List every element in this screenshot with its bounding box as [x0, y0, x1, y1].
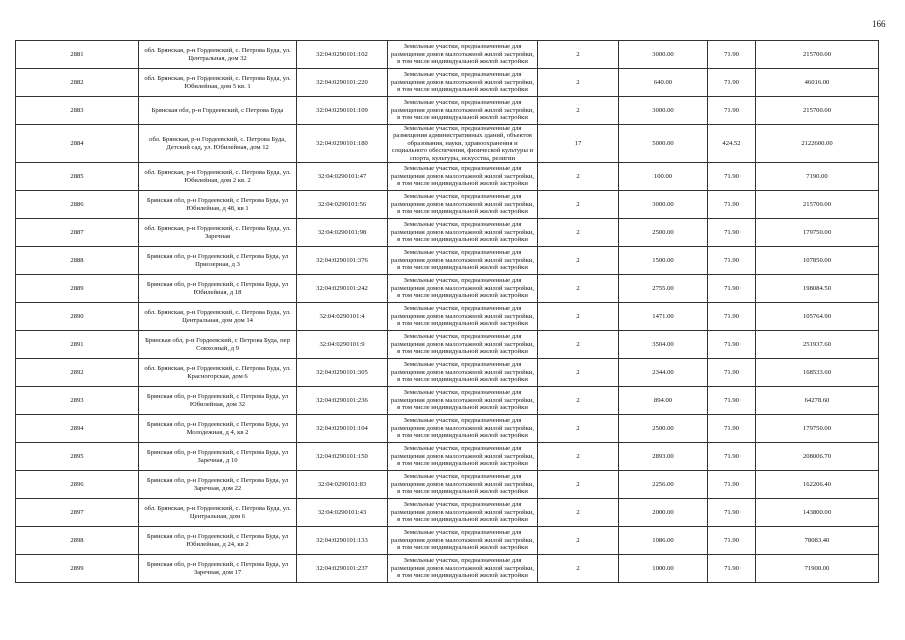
group-number-cell: 2 — [538, 69, 619, 97]
table-row — [16, 275, 879, 303]
cadastral-number-cell: 32:04:0290101:180 — [297, 125, 388, 163]
area-cell: 1000.00 — [619, 555, 708, 583]
cadastral-value-cell: 143800.00 — [756, 499, 879, 527]
row-number-cell: 2892 — [16, 359, 139, 387]
address-cell: Брянская обл, р-н Гордеевский, с Петрова Буда — [139, 97, 297, 125]
table-row — [16, 191, 879, 219]
cadastral-number-cell: 32:04:0290101:376 — [297, 247, 388, 275]
row-number-cell: 2891 — [16, 331, 139, 359]
row-number-cell: 2896 — [16, 471, 139, 499]
land-use-cell: Земельные участки, предназначенные для размещения домов малоэтажной жилой застройки, в том числе индивидуальной жилой застройки — [388, 415, 538, 443]
land-use-cell: Земельные участки, предназначенные для размещения административных зданий, объектов образования, науки, здравоохранения и социального обеспечения, физической культуры и спорта, культуры, искусства, религии — [388, 125, 538, 163]
area-cell: 2344.00 — [619, 359, 708, 387]
row-number-cell: 2882 — [16, 69, 139, 97]
area-cell: 1500.00 — [619, 247, 708, 275]
specific-value-cell: 71.90 — [708, 499, 756, 527]
row-number-cell: 2885 — [16, 163, 139, 191]
table-row — [16, 499, 879, 527]
cadastral-number-cell: 32:04:0290101:109 — [297, 97, 388, 125]
area-cell: 5000.00 — [619, 125, 708, 163]
cadastral-value-cell: 215700.00 — [756, 41, 879, 69]
land-use-cell: Земельные участки, предназначенные для размещения домов малоэтажной жилой застройки, в том числе индивидуальной жилой застройки — [388, 219, 538, 247]
row-number-cell: 2894 — [16, 415, 139, 443]
specific-value-cell: 71.90 — [708, 415, 756, 443]
specific-value-cell: 71.90 — [708, 555, 756, 583]
cadastral-value-cell: 162206.40 — [756, 471, 879, 499]
row-number-cell: 2883 — [16, 97, 139, 125]
group-number-cell: 2 — [538, 499, 619, 527]
address-cell: Брянская обл, р-н Гордеевский, с Петрова Буда, ул Заречная, дом 22 — [139, 471, 297, 499]
cadastral-number-cell: 32:04:0290101:83 — [297, 471, 388, 499]
address-cell: обл. Брянская, р-н Гордеевский, с. Петрова Буда, ул. Юбилейная, дом 2 кв. 2 — [139, 163, 297, 191]
cadastral-number-cell: 32:04:0290101:242 — [297, 275, 388, 303]
specific-value-cell: 71.90 — [708, 303, 756, 331]
specific-value-cell: 71.90 — [708, 247, 756, 275]
address-cell: Брянская обл, р-н Гордеевский, с Петрова Буда, ул Юбилейная, д 24, кв 2 — [139, 527, 297, 555]
land-use-cell: Земельные участки, предназначенные для размещения домов малоэтажной жилой застройки, в том числе индивидуальной жилой застройки — [388, 303, 538, 331]
address-cell: обл. Брянская, р-н Гордеевский, с. Петрова Буда, ул. Заречная — [139, 219, 297, 247]
cadastral-value-cell: 198084.50 — [756, 275, 879, 303]
cadastral-number-cell: 32:04:0290101:102 — [297, 41, 388, 69]
cadastral-number-cell: 32:04:0290101:236 — [297, 387, 388, 415]
group-number-cell: 2 — [538, 387, 619, 415]
row-number-cell: 2893 — [16, 387, 139, 415]
group-number-cell: 2 — [538, 331, 619, 359]
table-body — [16, 41, 879, 583]
land-registry-table — [15, 40, 879, 583]
cadastral-value-cell: 78083.40 — [756, 527, 879, 555]
group-number-cell: 2 — [538, 443, 619, 471]
cadastral-value-cell: 64278.60 — [756, 387, 879, 415]
table-row — [16, 415, 879, 443]
land-use-cell: Земельные участки, предназначенные для размещения домов малоэтажной жилой застройки, в том числе индивидуальной жилой застройки — [388, 191, 538, 219]
land-use-cell: Земельные участки, предназначенные для размещения домов малоэтажной жилой застройки, в том числе индивидуальной жилой застройки — [388, 275, 538, 303]
area-cell: 3000.00 — [619, 97, 708, 125]
land-use-cell: Земельные участки, предназначенные для размещения домов малоэтажной жилой застройки, в том числе индивидуальной жилой застройки — [388, 359, 538, 387]
specific-value-cell: 71.90 — [708, 387, 756, 415]
specific-value-cell: 71.90 — [708, 359, 756, 387]
address-cell: Брянская обл, р-н Гордеевский, с Петрова Буда, пер Совхозный, д 9 — [139, 331, 297, 359]
row-number-cell: 2886 — [16, 191, 139, 219]
table-row — [16, 471, 879, 499]
area-cell: 1471.00 — [619, 303, 708, 331]
specific-value-cell: 71.90 — [708, 41, 756, 69]
cadastral-value-cell: 71900.00 — [756, 555, 879, 583]
specific-value-cell: 71.90 — [708, 219, 756, 247]
table-row — [16, 555, 879, 583]
group-number-cell: 2 — [538, 247, 619, 275]
cadastral-number-cell: 32:04:0290101:43 — [297, 499, 388, 527]
row-number-cell: 2890 — [16, 303, 139, 331]
cadastral-number-cell: 32:04:0290101:47 — [297, 163, 388, 191]
area-cell: 3000.00 — [619, 191, 708, 219]
cadastral-value-cell: 179750.00 — [756, 219, 879, 247]
area-cell: 640.00 — [619, 69, 708, 97]
land-use-cell: Земельные участки, предназначенные для размещения домов малоэтажной жилой застройки, в том числе индивидуальной жилой застройки — [388, 97, 538, 125]
table-row — [16, 527, 879, 555]
table-row — [16, 69, 879, 97]
cadastral-value-cell: 215700.00 — [756, 97, 879, 125]
specific-value-cell: 71.90 — [708, 471, 756, 499]
address-cell: Брянская обл, р-н Гордеевский, с Петрова Буда, ул Заречная, дом 17 — [139, 555, 297, 583]
group-number-cell: 2 — [538, 97, 619, 125]
table-row — [16, 303, 879, 331]
cadastral-value-cell: 46016.00 — [756, 69, 879, 97]
table-row — [16, 219, 879, 247]
land-use-cell: Земельные участки, предназначенные для размещения домов малоэтажной жилой застройки, в том числе индивидуальной жилой застройки — [388, 555, 538, 583]
cadastral-value-cell: 215700.00 — [756, 191, 879, 219]
group-number-cell: 2 — [538, 275, 619, 303]
table-row — [16, 125, 879, 163]
address-cell: обл. Брянская, р-н Гордеевский, с. Петрова Буда, Детский сад, ул. Юбилейная, дом 12 — [139, 125, 297, 163]
cadastral-value-cell: 2122600.00 — [756, 125, 879, 163]
specific-value-cell: 71.90 — [708, 331, 756, 359]
area-cell: 3000.00 — [619, 41, 708, 69]
cadastral-number-cell: 32:04:0290101:56 — [297, 191, 388, 219]
row-number-cell: 2898 — [16, 527, 139, 555]
cadastral-number-cell: 32:04:0290101:150 — [297, 443, 388, 471]
specific-value-cell: 71.90 — [708, 69, 756, 97]
cadastral-number-cell: 32:04:0290101:98 — [297, 219, 388, 247]
cadastral-number-cell: 32:04:0290101:220 — [297, 69, 388, 97]
table-row — [16, 359, 879, 387]
address-cell: обл. Брянская, р-н Гордеевский, с. Петрова Буда, ул. Центральная, дом дом 14 — [139, 303, 297, 331]
address-cell: обл. Брянская, р-н Гордеевский, с. Петрова Буда, ул. Центральная, дом 32 — [139, 41, 297, 69]
table-row — [16, 387, 879, 415]
group-number-cell: 2 — [538, 555, 619, 583]
specific-value-cell: 71.90 — [708, 527, 756, 555]
area-cell: 2500.00 — [619, 219, 708, 247]
table-row — [16, 163, 879, 191]
cadastral-value-cell: 168533.60 — [756, 359, 879, 387]
specific-value-cell: 71.90 — [708, 443, 756, 471]
land-use-cell: Земельные участки, предназначенные для размещения домов малоэтажной жилой застройки, в том числе индивидуальной жилой застройки — [388, 471, 538, 499]
area-cell: 2893.00 — [619, 443, 708, 471]
area-cell: 3504.00 — [619, 331, 708, 359]
address-cell: Брянская обл, р-н Гордеевский, с Петрова Буда, ул Приозерная, д 3 — [139, 247, 297, 275]
area-cell: 2500.00 — [619, 415, 708, 443]
cadastral-number-cell: 32:04:0290101:104 — [297, 415, 388, 443]
land-use-cell: Земельные участки, предназначенные для размещения домов малоэтажной жилой застройки, в том числе индивидуальной жилой застройки — [388, 163, 538, 191]
land-use-cell: Земельные участки, предназначенные для размещения домов малоэтажной жилой застройки, в том числе индивидуальной жилой застройки — [388, 247, 538, 275]
cadastral-value-cell: 208006.70 — [756, 443, 879, 471]
cadastral-number-cell: 32:04:0290101:305 — [297, 359, 388, 387]
group-number-cell: 2 — [538, 527, 619, 555]
address-cell: Брянская обл, р-н Гордеевский, с Петрова Буда, ул Юбилейная, дом 32 — [139, 387, 297, 415]
cadastral-number-cell: 32:04:0290101:133 — [297, 527, 388, 555]
specific-value-cell: 71.90 — [708, 163, 756, 191]
cadastral-number-cell: 32:04:0290101:237 — [297, 555, 388, 583]
page-number: 166 — [872, 19, 886, 29]
row-number-cell: 2889 — [16, 275, 139, 303]
group-number-cell: 2 — [538, 303, 619, 331]
table-row — [16, 331, 879, 359]
address-cell: Брянская обл, р-н Гордеевский, с Петрова Буда, ул Заречная, д 10 — [139, 443, 297, 471]
group-number-cell: 2 — [538, 163, 619, 191]
group-number-cell: 2 — [538, 359, 619, 387]
land-use-cell: Земельные участки, предназначенные для размещения домов малоэтажной жилой застройки, в том числе индивидуальной жилой застройки — [388, 443, 538, 471]
table-row — [16, 97, 879, 125]
address-cell: Брянская обл, р-н Гордеевский, с Петрова Буда, ул Юбилейная, д 18 — [139, 275, 297, 303]
cadastral-value-cell: 105764.90 — [756, 303, 879, 331]
area-cell: 1086.00 — [619, 527, 708, 555]
group-number-cell: 17 — [538, 125, 619, 163]
cadastral-number-cell: 32:04:0290101:4 — [297, 303, 388, 331]
cadastral-number-cell: 32:04:0290101:9 — [297, 331, 388, 359]
land-use-cell: Земельные участки, предназначенные для размещения домов малоэтажной жилой застройки, в том числе индивидуальной жилой застройки — [388, 527, 538, 555]
specific-value-cell: 424.52 — [708, 125, 756, 163]
row-number-cell: 2888 — [16, 247, 139, 275]
address-cell: обл. Брянская, р-н Гордеевский, с. Петрова Буда, ул. Центральная, дом 6 — [139, 499, 297, 527]
cadastral-value-cell: 107850.00 — [756, 247, 879, 275]
cadastral-value-cell: 179750.00 — [756, 415, 879, 443]
area-cell: 100.00 — [619, 163, 708, 191]
table-row — [16, 247, 879, 275]
address-cell: Брянская обл, р-н Гордеевский, с Петрова Буда, ул Молодежная, д 4, кв 2 — [139, 415, 297, 443]
table-row — [16, 443, 879, 471]
group-number-cell: 2 — [538, 415, 619, 443]
group-number-cell: 2 — [538, 219, 619, 247]
land-use-cell: Земельные участки, предназначенные для размещения домов малоэтажной жилой застройки, в том числе индивидуальной жилой застройки — [388, 331, 538, 359]
land-use-cell: Земельные участки, предназначенные для размещения домов малоэтажной жилой застройки, в том числе индивидуальной жилой застройки — [388, 387, 538, 415]
area-cell: 894.00 — [619, 387, 708, 415]
cadastral-value-cell: 7190.00 — [756, 163, 879, 191]
specific-value-cell: 71.90 — [708, 191, 756, 219]
specific-value-cell: 71.90 — [708, 97, 756, 125]
address-cell: обл. Брянская, р-н Гордеевский, с. Петрова Буда, ул. Красногорская, дом 6 — [139, 359, 297, 387]
row-number-cell: 2899 — [16, 555, 139, 583]
land-use-cell: Земельные участки, предназначенные для размещения домов малоэтажной жилой застройки, в том числе индивидуальной жилой застройки — [388, 69, 538, 97]
address-cell: обл. Брянская, р-н Гордеевский, с. Петрова Буда, ул. Юбилейная, дом 5 кв. 1 — [139, 69, 297, 97]
area-cell: 2000.00 — [619, 499, 708, 527]
area-cell: 2755.00 — [619, 275, 708, 303]
group-number-cell: 2 — [538, 41, 619, 69]
row-number-cell: 2884 — [16, 125, 139, 163]
row-number-cell: 2897 — [16, 499, 139, 527]
row-number-cell: 2887 — [16, 219, 139, 247]
cadastral-value-cell: 251937.60 — [756, 331, 879, 359]
row-number-cell: 2895 — [16, 443, 139, 471]
table-row — [16, 41, 879, 69]
area-cell: 2256.00 — [619, 471, 708, 499]
group-number-cell: 2 — [538, 471, 619, 499]
address-cell: Брянская обл, р-н Гордеевский, с Петрова Буда, ул Юбилейная, д 48, кв 1 — [139, 191, 297, 219]
row-number-cell: 2881 — [16, 41, 139, 69]
group-number-cell: 2 — [538, 191, 619, 219]
land-use-cell: Земельные участки, предназначенные для размещения домов малоэтажной жилой застройки, в том числе индивидуальной жилой застройки — [388, 41, 538, 69]
specific-value-cell: 71.90 — [708, 275, 756, 303]
land-use-cell: Земельные участки, предназначенные для размещения домов малоэтажной жилой застройки, в том числе индивидуальной жилой застройки — [388, 499, 538, 527]
